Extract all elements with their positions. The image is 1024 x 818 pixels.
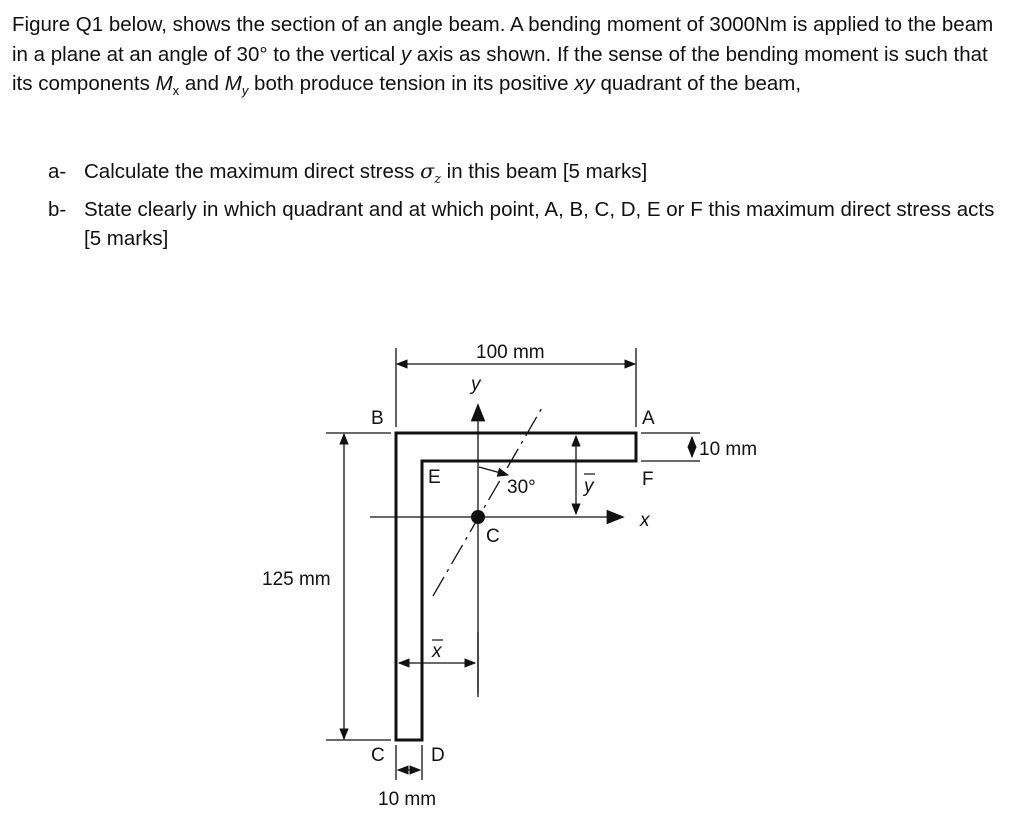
- item-marker: a-: [48, 160, 67, 183]
- my-symbol: M: [224, 72, 242, 95]
- x-axis-label: x: [640, 510, 650, 531]
- mx-subscript: x: [172, 83, 180, 99]
- y-bar-label: y: [584, 476, 594, 497]
- point-b-label: B: [371, 408, 384, 429]
- angle-arrow: [479, 467, 508, 475]
- dim-thickness-right-label: 10 mm: [699, 439, 758, 460]
- sigma-subscript: z: [434, 172, 441, 188]
- item-a-text-after: in this beam [5 marks]: [440, 160, 648, 183]
- dim-height-label: 125 mm: [262, 569, 331, 590]
- point-d-label: D: [431, 745, 445, 766]
- xy-symbol: xy: [574, 72, 595, 95]
- point-c-corner-label: C: [371, 745, 385, 766]
- centroid-dot: [471, 510, 485, 524]
- x-bar-label: x: [432, 641, 442, 662]
- item-text: State clearly in which quadrant and at which point, A, B, C, D, E or F this maximum direct stress acts [5 marks]: [84, 197, 995, 251]
- intro-text-5: quadrant of the beam,: [594, 72, 802, 95]
- y-axis-label: y: [471, 374, 481, 395]
- mx-symbol: M: [155, 72, 173, 95]
- intro-text-4: both produce tension in its positive: [248, 72, 575, 95]
- y-axis-symbol: y: [400, 42, 412, 66]
- point-f-label: F: [642, 469, 654, 490]
- my-subscript: y: [241, 83, 249, 99]
- point-e-label: E: [428, 467, 441, 488]
- item-a-text-before: Calculate the maximum direct stress: [84, 160, 421, 183]
- degree-mark: °: [259, 42, 268, 66]
- intro-text-3: axis as shown. If the sense of the bending moment is such that its components: [12, 42, 988, 95]
- angle-label: 30°: [507, 477, 536, 498]
- point-c-centroid-label: C: [486, 526, 500, 547]
- intro-text-1: Figure Q1 below, shows the section of an angle beam. A bending moment of 3000Nm is applied to the beam in a plane at an angle of 30: [12, 13, 994, 66]
- intro-text-2: to the vertical: [267, 42, 401, 66]
- point-a-label: A: [642, 408, 655, 429]
- dim-width-label: 100 mm: [476, 342, 545, 363]
- intro-and: and: [179, 72, 225, 95]
- sigma-symbol: σ: [420, 159, 435, 183]
- item-marker: b-: [48, 197, 67, 221]
- dim-thickness-bottom-label: 10 mm: [378, 789, 437, 810]
